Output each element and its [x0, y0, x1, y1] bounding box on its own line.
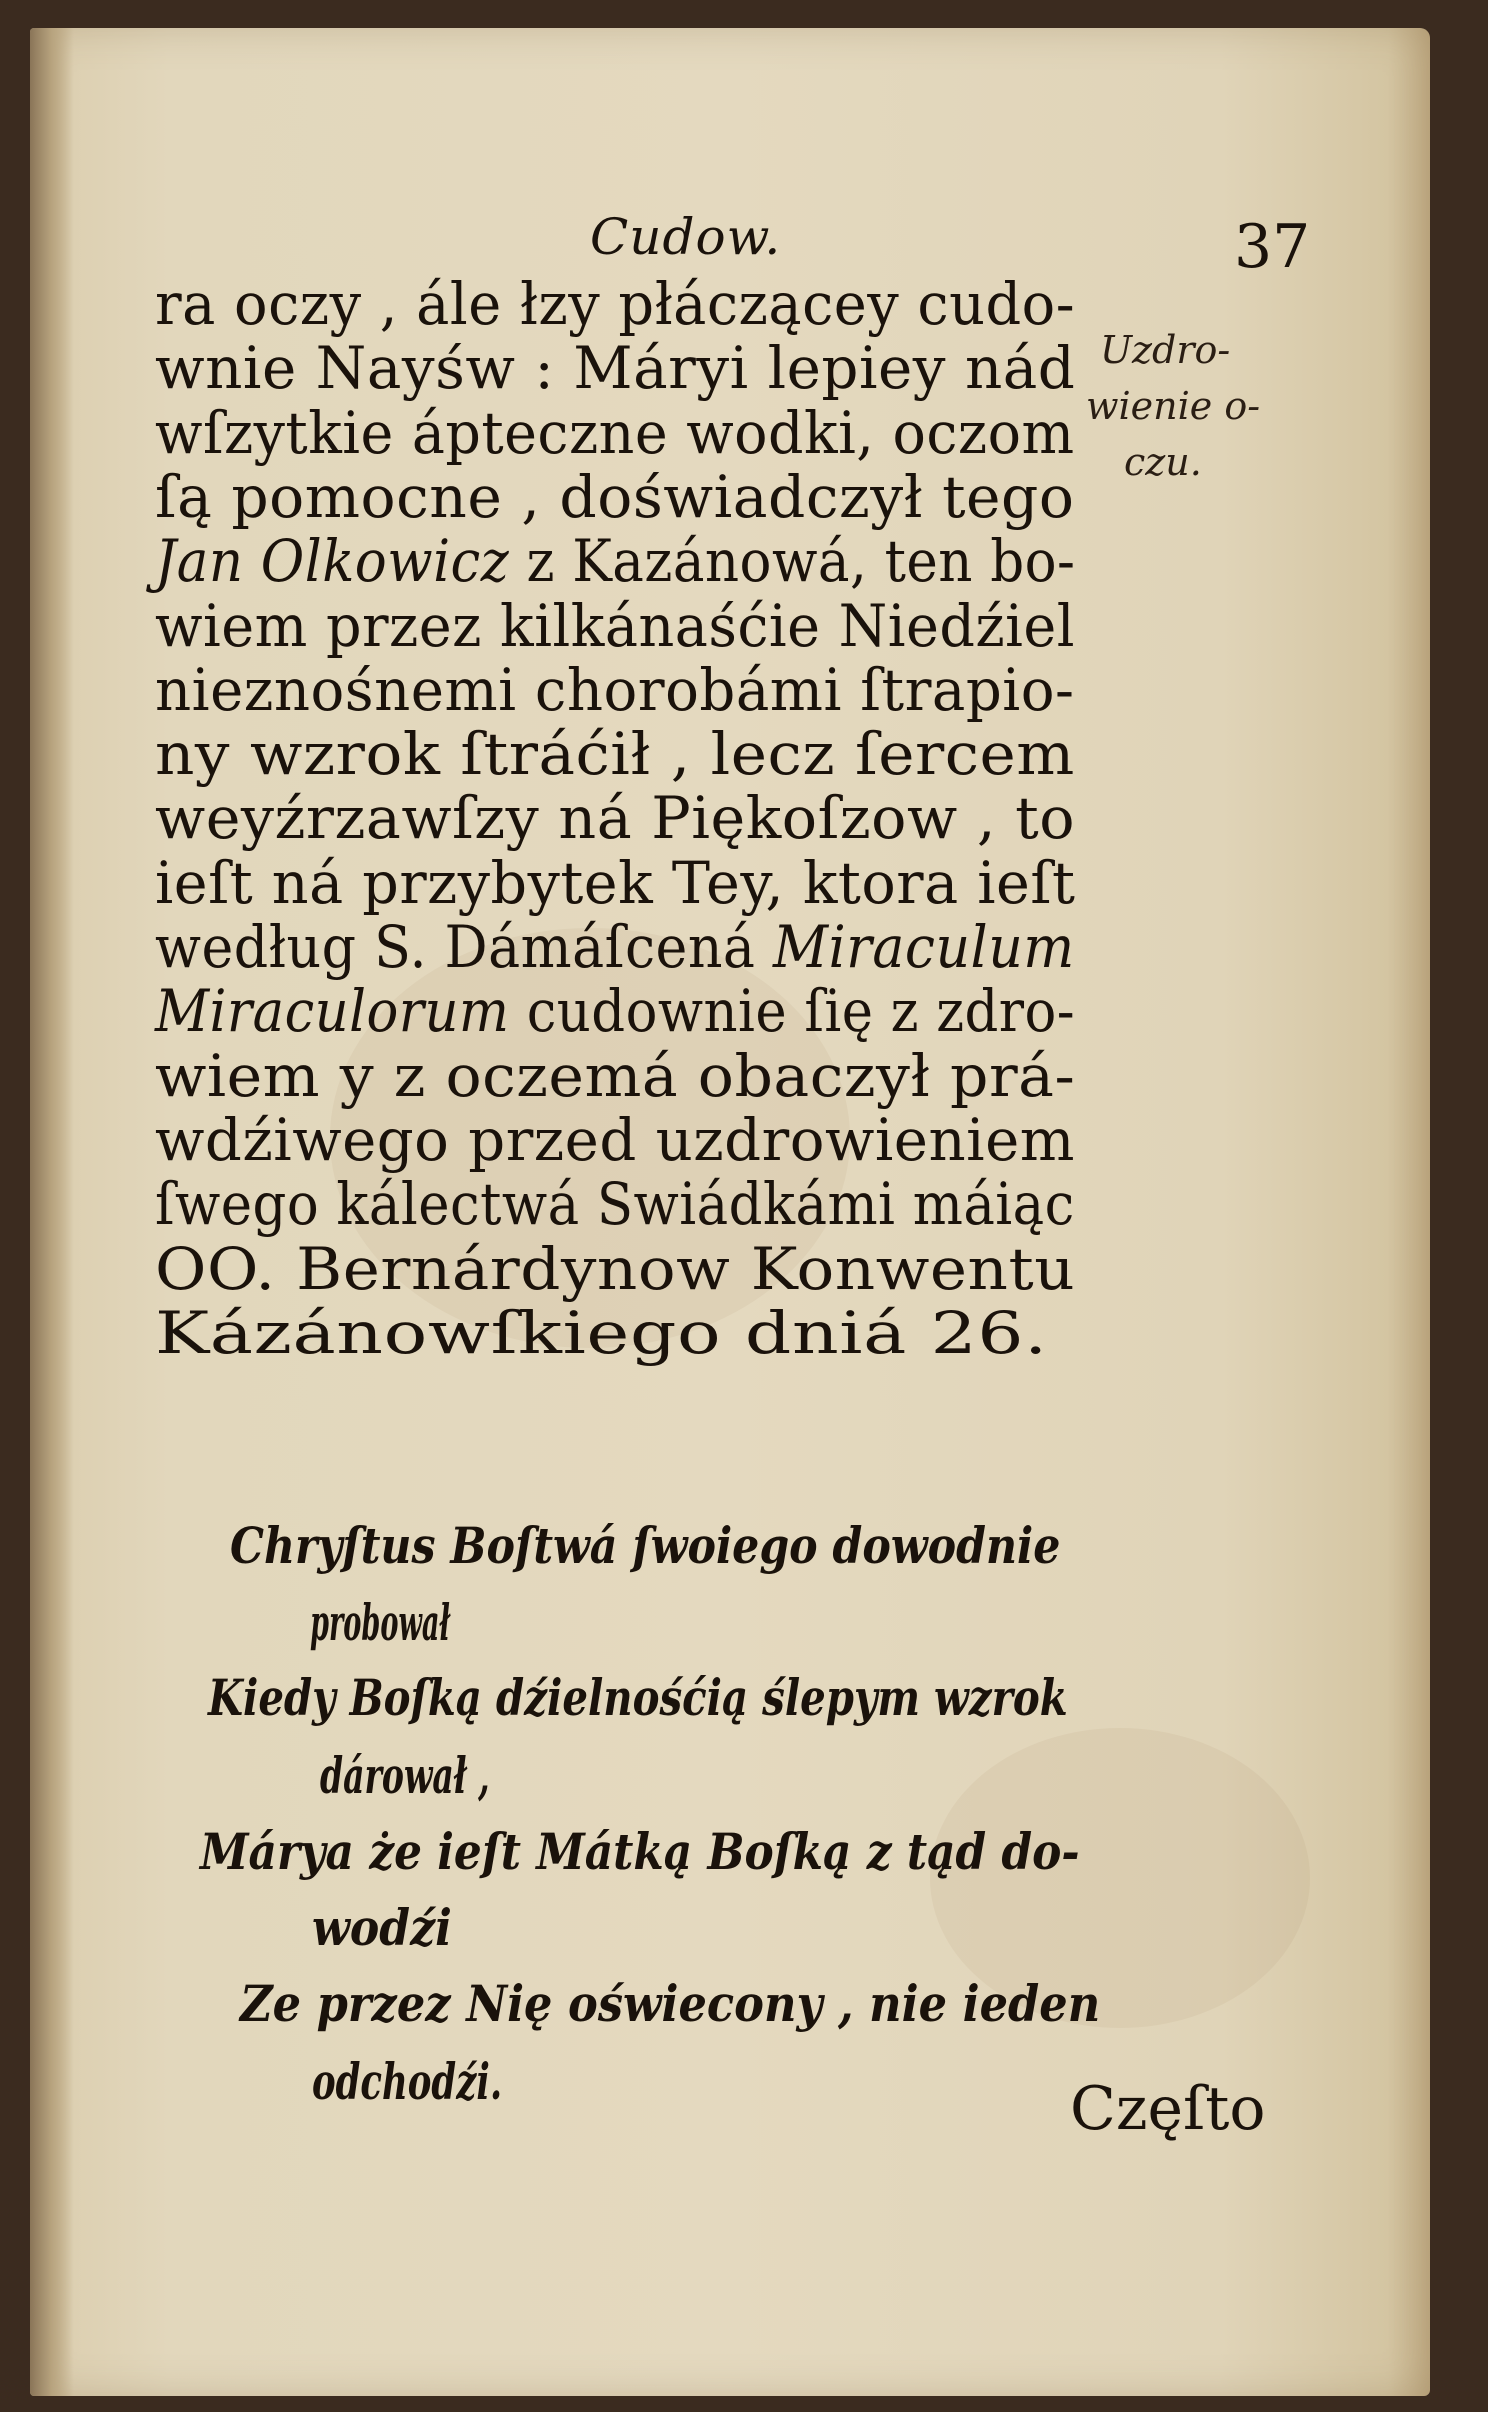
body-line-segment: OO. Bernárdynow Konwentu: [155, 1234, 1076, 1303]
verse-line: Kiedy Boſką dźielnośćią ślepym wzrok: [208, 1668, 1068, 1727]
body-line-segment: ſą pomocne , doświadczył tego: [155, 462, 1075, 531]
verse-line: wodźi: [312, 1898, 452, 1957]
body-line: [155, 720, 1075, 788]
body-line: [155, 977, 1075, 1045]
body-line: [155, 399, 1075, 467]
body-line-segment: według S. Dámáſcená: [155, 913, 774, 981]
verse-line: probował: [310, 1593, 450, 1652]
verse-line: Márya że ieſt Mátką Boſką z tąd do-: [200, 1822, 1080, 1881]
body-line: [155, 656, 1074, 724]
body-line-segment: ieſt ná przybytek Tey, ktora ieſt: [155, 848, 1076, 917]
body-line-segment: wiem przez kilkánaśćie Niedźiel: [155, 591, 1076, 660]
body-line-segment: nieznośnemi chorobámi ſtrapio-: [155, 655, 1075, 724]
body-line-segment: ny wzrok ſtráćił , lecz ſercem: [155, 720, 1075, 789]
body-line: [155, 1299, 1048, 1367]
body-line-segment: ra oczy , ále łzy płáczącey cudo-: [155, 270, 1076, 338]
body-line: [155, 1235, 1075, 1303]
page-gutter: [30, 28, 74, 2396]
body-line-segment: Jan Olkowicz: [155, 527, 510, 596]
page-number: 37: [1234, 212, 1311, 282]
body-line: [155, 1042, 1075, 1110]
margin-note-line: czu.: [1124, 440, 1202, 484]
body-line: [155, 334, 1075, 402]
body-line: [155, 913, 1075, 981]
body-line: [155, 463, 1074, 531]
body-line: [155, 1106, 1075, 1174]
verse-line: Ze przez Nię oświecony , nie ieden: [240, 1974, 1101, 2033]
book-page: [30, 28, 1430, 2396]
body-line-segment: wſzytkie ápteczne wodki, oczom: [155, 398, 1075, 467]
catchword: Częſto: [1070, 2074, 1266, 2144]
body-line: [155, 527, 1075, 595]
body-line-segment: cudownie ſię z zdro-: [509, 977, 1076, 1046]
verse-line: odchodźi.: [312, 2052, 503, 2111]
margin-note-line: wienie o-: [1086, 384, 1261, 428]
verse-line: Chryſtus Boſtwá ſwoiego dowodnie: [230, 1516, 1061, 1575]
body-line-segment: wiem y z oczemá obaczył prá-: [155, 1041, 1076, 1110]
body-line: [155, 1170, 1075, 1238]
body-line-segment: wnie Nayśw : Máryi lepiey nád: [155, 334, 1076, 403]
body-line-segment: wdźiwego przed uzdrowieniem: [155, 1105, 1075, 1174]
body-line-segment: Miraculorum: [155, 977, 510, 1046]
body-line-segment: weyźrzawſzy ná Piękoſzow , to: [155, 784, 1076, 853]
body-line-segment: z Kazánowá, ten bo-: [509, 527, 1076, 596]
margin-note-line: Uzdro-: [1100, 328, 1231, 372]
body-line-segment: Kázánowſkiego dniá 26.: [155, 1298, 1048, 1367]
body-line: [155, 270, 1075, 338]
verse-line: dárował ,: [320, 1746, 490, 1805]
body-line: [155, 849, 1075, 917]
running-title: Cudow.: [590, 208, 782, 266]
body-line: [155, 592, 1075, 660]
body-line: [155, 784, 1075, 852]
body-line-segment: ſwego kálectwá Swiádkámi máiąc: [155, 1170, 1075, 1239]
body-line-segment: Miraculum: [773, 913, 1075, 981]
